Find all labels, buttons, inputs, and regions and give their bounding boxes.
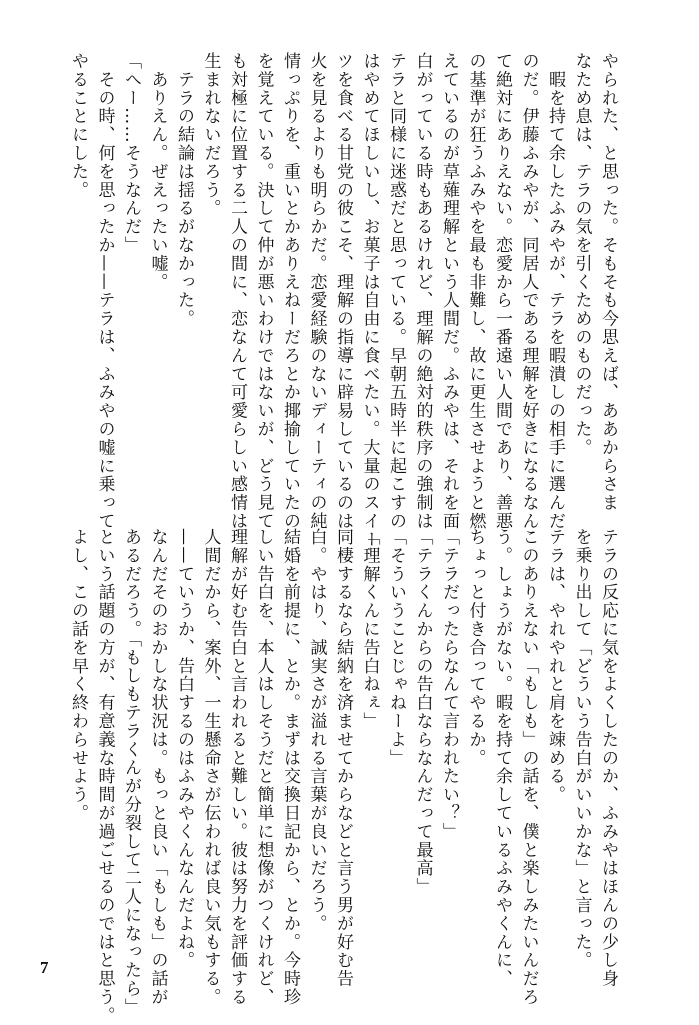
text-line: よし、この話を早く終わらせよう。 — [68, 528, 88, 823]
text-line: ——ていうか、告白するのはふみやくんなんだよね。 — [174, 528, 194, 970]
text-line: を乗り出して「どういう告白がいいかな」と言った。 — [571, 528, 592, 970]
lower-text-block — [65, 528, 622, 1025]
text-line: 火を見るよりも明らかだ。恋愛経験のないディーティの純 — [306, 52, 327, 531]
text-line: あるだろう。「もしもテラくんが分裂して二人になったら」 — [121, 528, 141, 1017]
text-line: を覚えている。決して仲が悪いわけではないが、どう見て — [253, 52, 274, 531]
text-line: のだ。伊藤ふみやが、同居人である理解を好きになるなん — [518, 52, 539, 531]
text-line: という話題の方が、有意義な時間が過ごせるのではと思う。 — [94, 528, 115, 1025]
text-line: 情っぷりを、重いとかありえねーだろとか揶揄していたの — [280, 52, 300, 531]
text-line: 「そういうことじゃねーよ」 — [386, 528, 406, 768]
text-line: このありえない「もしも」の話を、僕と楽しみたいんだろ — [518, 528, 539, 1007]
text-line: その時、何を思ったか——テラは、ふみやの嘘に乗って — [94, 52, 115, 531]
text-line: やることにした。 — [68, 52, 88, 200]
text-line: 生まれないだろう。 — [200, 52, 221, 218]
text-line: う。しょうがない。暇を持て余しているふみやくんに、 — [492, 528, 512, 988]
text-line: 結婚を前提に、とか。まずは交換日記から、とか。今時珍 — [280, 528, 300, 1007]
page-number: 7 — [40, 958, 49, 977]
text-line: 「へー……そうなんだ」 — [121, 52, 141, 255]
text-line: テラの結論は揺るがなかった。 — [174, 52, 194, 328]
text-line: 「テラだったらなんて言われたい？」 — [439, 528, 459, 841]
text-line: 「テラくんからの告白ならなんだって最高」 — [412, 528, 433, 896]
text-line: 白。やはり、誠実さが溢れる言葉が良いだろう。 — [306, 528, 327, 933]
text-line: えているのが草薙理解という人間だ。ふみやは、それを面 — [439, 52, 459, 531]
text-line: しい告白を、本人はしそうだと簡単に想像がつくけれど、 — [253, 528, 274, 1007]
text-line: ツを食べる甘党の彼こそ、理解の指導に辟易しているのは — [333, 52, 353, 531]
text-line: 暇を持て余したふみやが、テラを暇潰しの相手に選んだ — [545, 52, 565, 531]
text-line: の基準が狂うふみやを最も非難し、故に更生させようと燃 — [465, 52, 486, 531]
text-line: 人間だから、案外、一生懸命さが伝われば良い気もする。 — [200, 528, 221, 1007]
text-line: はやめてほしいし、お菓子は自由に食べたい。大量のスイー — [359, 52, 380, 549]
text-line: テラは、やれやれと肩を竦める。 — [545, 528, 565, 804]
text-line: 理解が好む告白と言われると難しい。彼は努力を評価する — [227, 528, 247, 1007]
text-line: 同棲するなら結納を済ませてからなどと言う男が好む告 — [333, 528, 353, 988]
text-line: 「理解くんに告白ねぇ」 — [359, 528, 380, 731]
text-line: やられた、と思った。そもそも今思えば、ああからさま — [598, 52, 618, 512]
text-line: も対極に位置する二人の間に、恋なんて可愛らしい感情は — [227, 52, 247, 531]
text-line: なため息は、テラの気を引くためのものだった。 — [571, 52, 592, 457]
text-line: ちょっと付き合ってやるか。 — [465, 528, 486, 768]
text-line: なんだそのおかしな状況は。もっと良い「もしも」の話が — [147, 528, 168, 1007]
text-line: テラの反応に気をよくしたのか、ふみやはほんの少し身 — [598, 528, 618, 988]
text-line: テラと同様に迷惑だと思っている。早朝五時半に起こすの — [386, 52, 406, 531]
text-line: 白がっている時もあるけれど、理解の絶対的秩序の強制は — [412, 52, 433, 531]
text-line: て絶対にありえない。恋愛から一番遠い人間であり、善悪 — [492, 52, 512, 531]
text-line: ありえん。ぜえったい嘘。 — [147, 52, 168, 292]
upper-text-block — [65, 52, 622, 549]
